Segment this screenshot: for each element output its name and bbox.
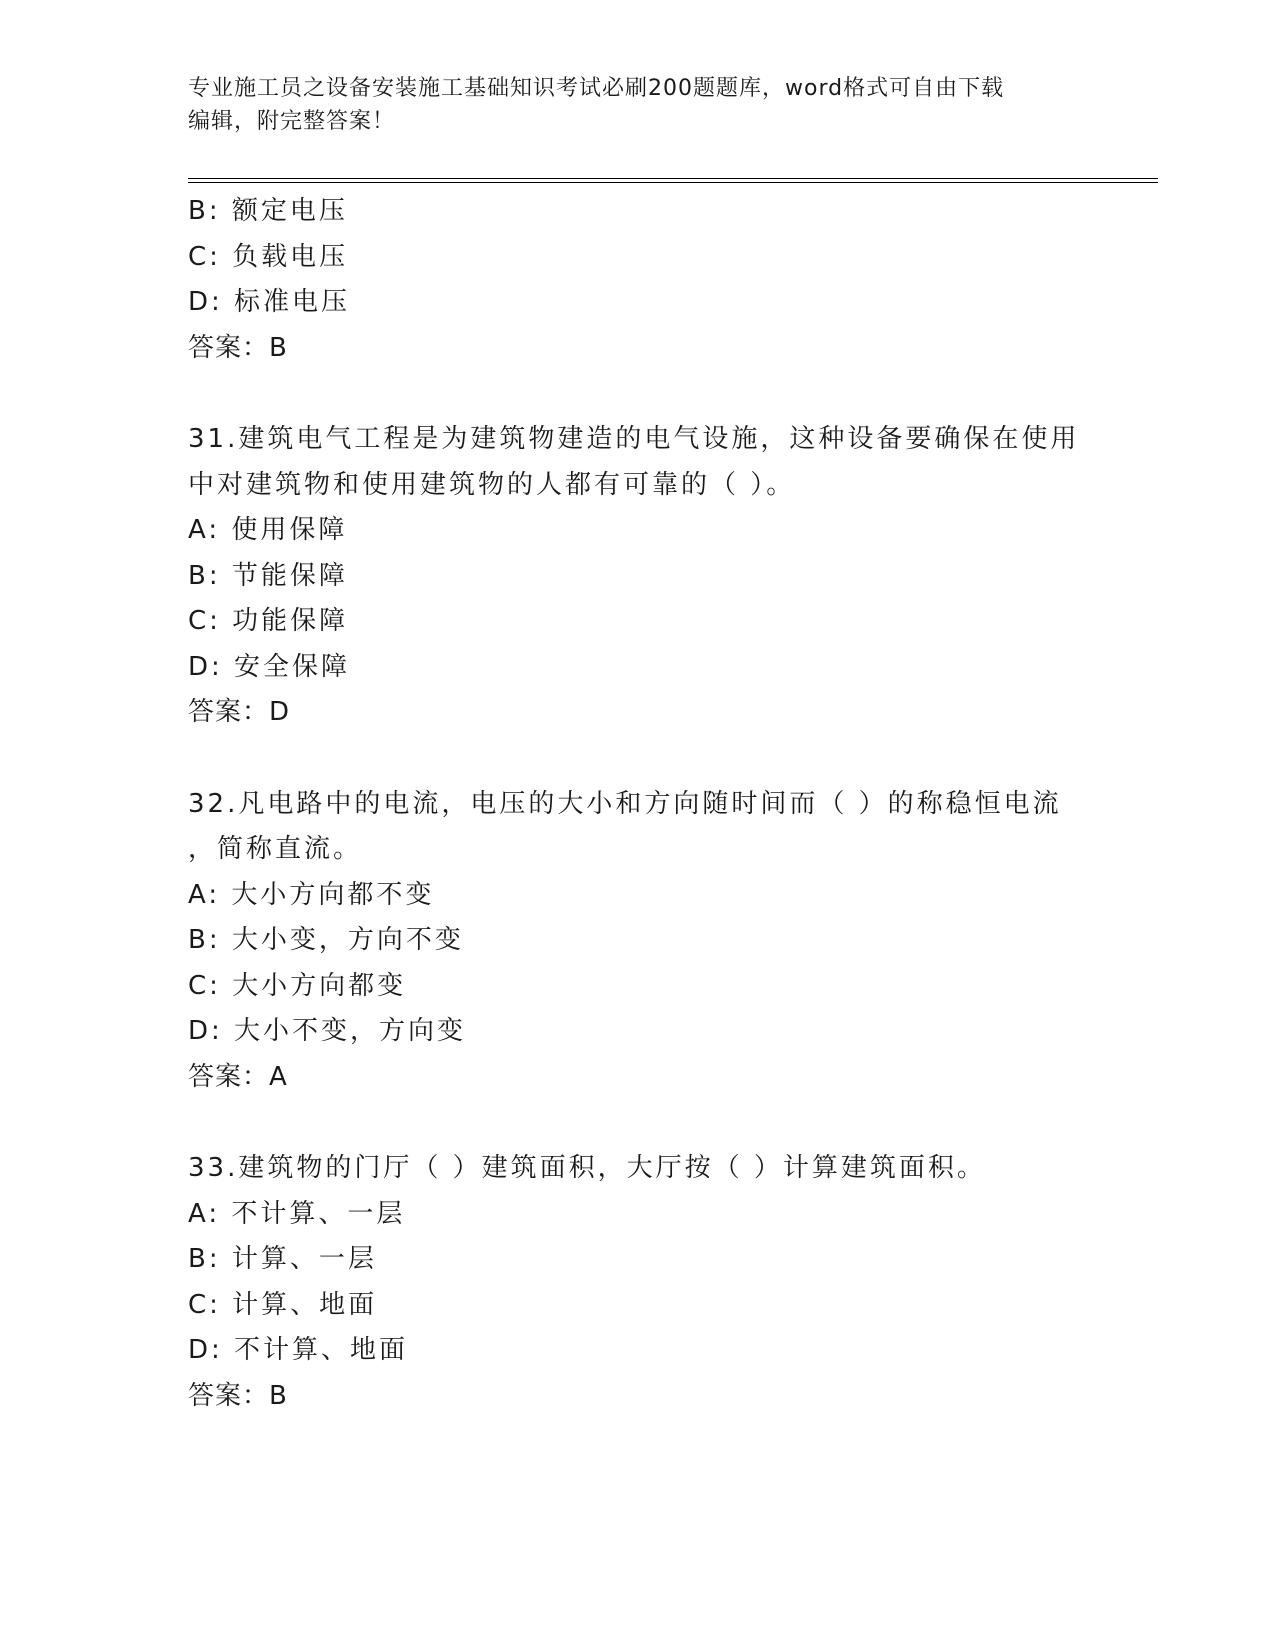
option-c: C: 大小方向都变 xyxy=(188,970,407,1001)
question-31 xyxy=(188,417,1088,736)
question-stem-line: ，简称直流。 xyxy=(188,834,363,864)
option-a: A: 大小方向都不变 xyxy=(188,879,435,910)
option-b: B: 计算、一层 xyxy=(188,1244,377,1274)
option-a: A: 使用保障 xyxy=(188,515,348,545)
option-d: D: 不计算、地面 xyxy=(188,1335,409,1365)
answer-line: 答案：B xyxy=(188,1380,288,1411)
page-header xyxy=(188,72,1078,138)
question-stem-line: 中对建筑物和使用建筑物的人都有可靠的（ ）。 xyxy=(188,469,796,500)
question-33 xyxy=(188,1146,1088,1419)
question-gap xyxy=(188,736,1088,782)
question-gap xyxy=(188,371,1088,417)
option-a: A: 不计算、一层 xyxy=(188,1198,406,1229)
option-c: C: 计算、地面 xyxy=(188,1289,378,1320)
question-stem-line: 33.建筑物的门厅（ ）建筑面积，大厅按（ ）计算建筑面积。 xyxy=(188,1153,986,1183)
option-b: B: 节能保障 xyxy=(188,560,348,591)
answer-line: 答案：B xyxy=(188,332,288,363)
question-stem-line: 32.凡电路中的电流，电压的大小和方向随时间而（ ）的称稳恒电流 xyxy=(188,788,1062,819)
answer-line: 答案：D xyxy=(188,697,291,727)
option-b: B: 大小变，方向不变 xyxy=(188,925,464,955)
prev-question-block xyxy=(188,189,1088,371)
option-b: B: 额定电压 xyxy=(188,196,348,226)
answer-line: 答案：A xyxy=(188,1061,288,1092)
option-c: C: 功能保障 xyxy=(188,606,349,636)
option-d: D: 标准电压 xyxy=(188,287,351,317)
question-stem-line: 31.建筑电气工程是为建筑物建造的电气设施，这种设备要确保在使用 xyxy=(188,424,1080,454)
question-content xyxy=(188,189,1088,1419)
option-d: D: 安全保障 xyxy=(188,651,351,682)
header-line-1: 专业施工员之设备安装施工基础知识考试必刷200题题库，word格式可自由下载 xyxy=(188,76,1005,101)
header-line-2: 编辑，附完整答案！ xyxy=(188,109,396,134)
question-gap xyxy=(188,1100,1088,1146)
option-c: C: 负载电压 xyxy=(188,241,349,272)
question-32 xyxy=(188,782,1088,1101)
option-d: D: 大小不变，方向变 xyxy=(188,1016,467,1046)
header-divider xyxy=(188,178,1158,183)
